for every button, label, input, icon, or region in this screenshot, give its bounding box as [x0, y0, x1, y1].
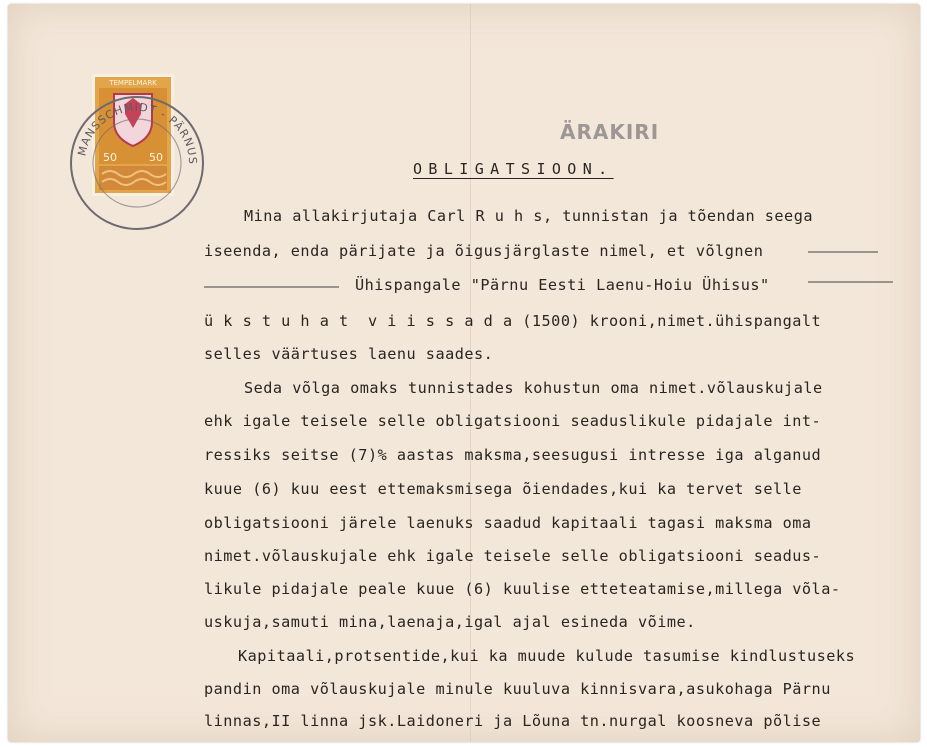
- text-line: obligatsiooni järele laenuks saadud kapitaali tagasi maksma oma: [204, 514, 812, 532]
- document-title: OBLIGATSIOON.: [413, 160, 614, 178]
- text-line: Mina allakirjutaja Carl R u h s, tunnistan ja tõendan seega: [244, 207, 813, 225]
- text-line: Seda võlga omaks tunnistades kohustun oma nimet.võlauskujale: [244, 379, 823, 397]
- document-page: [8, 4, 920, 742]
- round-seal: [66, 92, 208, 234]
- copy-stamp: ÄRAKIRI: [560, 120, 660, 144]
- text-line: iseenda, enda pärijate ja õigusjärglaste nimel, et võlgnen: [204, 242, 764, 260]
- text-line: Ühispangale "Pärnu Eesti Laenu-Hoiu Ühisus": [355, 276, 770, 294]
- text-line: linnas,II linna jsk.Laidoneri ja Lõuna tn.nurgal koosneva põlise: [204, 712, 822, 730]
- paper-fold: [470, 4, 471, 742]
- text-line: uskuja,samuti mina,laenaja,igal ajal esineda võime.: [204, 613, 696, 631]
- text-line: Kapitaali,protsentide,kui ka muude kulude tasumise kindlustuseks: [238, 647, 856, 665]
- text-line: ü k s t u h a t v i i s s a d a (1500) krooni,nimet.ühispangalt: [204, 312, 822, 330]
- revenue-value-left: 50: [103, 151, 117, 164]
- text-line: pandin oma võlauskujale minule kuuluva kinnisvara,asukohaga Pärnu: [204, 680, 831, 698]
- revenue-value-right: 50: [149, 151, 163, 164]
- revenue-stamp-top: TEMPELMARK: [109, 79, 157, 87]
- text-line: selles väärtuses laenu saades.: [204, 345, 494, 363]
- text-line: ressiks seitse (7)% aastas maksma,seesugusi intresse iga alganud: [204, 446, 822, 464]
- text-line: nimet.võlauskujale ehk igale teisele selle obligatsiooni seadus-: [204, 547, 822, 565]
- filler-rule: [808, 251, 878, 253]
- text-line: kuue (6) kuu eest ettemaksmisega õiendades,kui ka tervet selle: [204, 480, 802, 498]
- text-line: ehk igale teisele selle obligatsiooni seaduslikule pidajale int-: [204, 412, 822, 430]
- filler-rule: [204, 286, 339, 288]
- filler-rule: [808, 281, 893, 283]
- text-line: likule pidajale peale kuue (6) kuulise etteteatamise,millega võla-: [204, 580, 841, 598]
- seal-text: MANSSCHMIDT - PÄRNUS: [75, 100, 200, 166]
